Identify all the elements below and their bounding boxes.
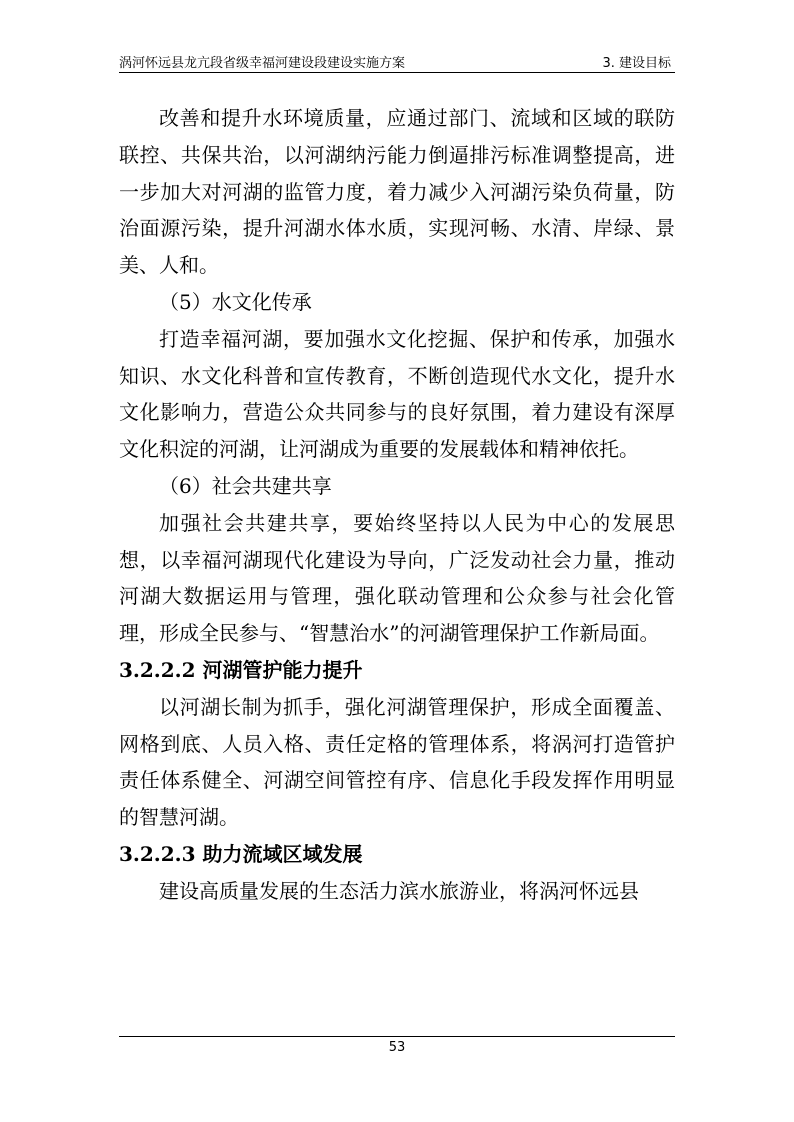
header-document-title: 涡河怀远县龙亢段省级幸福河建设段建设实施方案 [119,56,406,71]
page-number: 53 [388,1040,406,1055]
paragraph-water-culture: 打造幸福河湖，要加强水文化挖掘、保护和传承，加强水知识、水文化科普和宣传教育，不断创造现代水文化，提升水文化影响力，营造公众共同参与的良好氛围，着力建设有深厚文化积淀的河湖，让河湖成为重要的发展载体和精神依托。 [119,326,675,462]
page-header [119,46,675,73]
subheading-water-culture: （5）水文化传承 [159,289,312,314]
paragraph-water-environment: 改善和提升水环境质量，应通过部门、流域和区域的联防联控、共保共治，以河湖纳污能力倒逼排污标准调整提高，进一步加大对河湖的监管力度，着力减少入河湖污染负荷量，防治面源污染，提升河湖水体水质，实现河畅、水清、岸绿、景美、人和。 [119,106,675,278]
document-body [119,100,675,910]
paragraph-social-co-construction: 加强社会共建共享，要始终坚持以人民为中心的发展思想，以幸福河湖现代化建设为导向，广泛发动社会力量，推动河湖大数据运用与管理，强化联动管理和公众参与社会化管理，形成全民参与、“智慧治水”的河湖管理保护工作新局面。 [119,510,675,646]
paragraph-regional-development: 建设高质量发展的生态活力滨水旅游业，将涡河怀远县 [159,878,639,903]
footer-divider [119,1036,675,1037]
subheading-social-co-construction: （6）社会共建共享 [159,473,332,498]
section-heading-3-2-2-3: 3.2.2.3 助力流域区域发展 [119,841,363,866]
header-section-label: 3. 建设目标 [602,56,671,71]
paragraph-management-capacity: 以河湖长制为抓手，强化河湖管理保护，形成全面覆盖、网格到底、人员入格、责任定格的管理体系，将涡河打造管护责任体系健全、河湖空间管控有序、信息化手段发挥作用明显的智慧河湖。 [119,694,675,830]
section-heading-3-2-2-2: 3.2.2.2 河湖管护能力提升 [119,657,363,682]
